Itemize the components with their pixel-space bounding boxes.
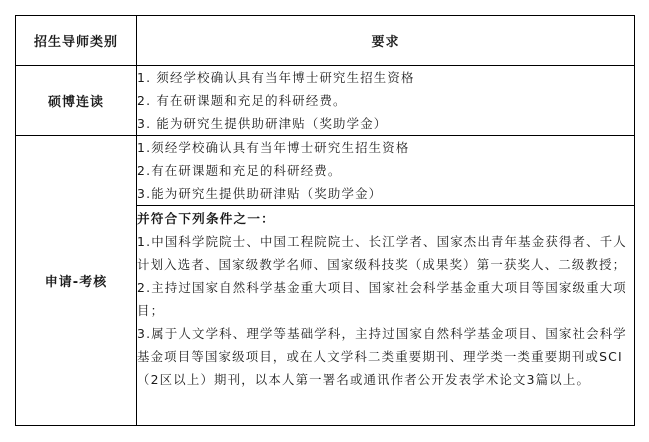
condition-item: 1.中国科学院院士、中国工程院院士、长江学者、国家杰出青年基金获得者、千人计划入选者、国家级教学名师、国家级科技奖（成果奖）第一获奖人、二级教授； xyxy=(137,234,627,272)
requirement-item: 3.能为研究生提供助研津贴（奖助学金） xyxy=(137,186,383,201)
category-cell: 申请-考核 xyxy=(16,136,137,426)
table-header-row xyxy=(16,16,635,66)
condition-item: 2.主持过国家自然科学基金重大项目、国家社会科学基金重大项目等国家级重大项目； xyxy=(137,280,627,318)
header-requirements: 要求 xyxy=(137,16,635,66)
requirement-item: 1.须经学校确认具有当年博士研究生招生资格 xyxy=(137,140,410,155)
table-row xyxy=(16,136,635,206)
requirements-cell xyxy=(137,66,635,136)
conditions-lead: 并符合下列条件之一： xyxy=(137,211,275,226)
requirement-item: 2. 有在研课题和充足的科研经费。 xyxy=(137,93,347,108)
supervisor-requirements-table xyxy=(15,15,635,426)
category-cell: 硕博连读 xyxy=(16,66,137,136)
additional-conditions-cell xyxy=(137,206,635,426)
condition-item: 3.属于人文学科、理学等基础学科，主持过国家自然科学基金项目、国家社会科学基金项目等国家级项目，或在人文学科二类重要期刊、理学类一类重要期刊或SCI（2区以上）期刊，以本人第一署名或通讯作者公开发表学术论文3篇以上。 xyxy=(137,326,627,387)
requirements-cell xyxy=(137,136,635,206)
header-category: 招生导师类别 xyxy=(16,16,137,66)
requirement-item: 3. 能为研究生提供助研津贴（奖助学金） xyxy=(137,116,388,131)
requirement-item: 2.有在研课题和充足的科研经费。 xyxy=(137,163,342,178)
table-row xyxy=(16,66,635,136)
requirement-item: 1. 须经学校确认具有当年博士研究生招生资格 xyxy=(137,70,415,85)
